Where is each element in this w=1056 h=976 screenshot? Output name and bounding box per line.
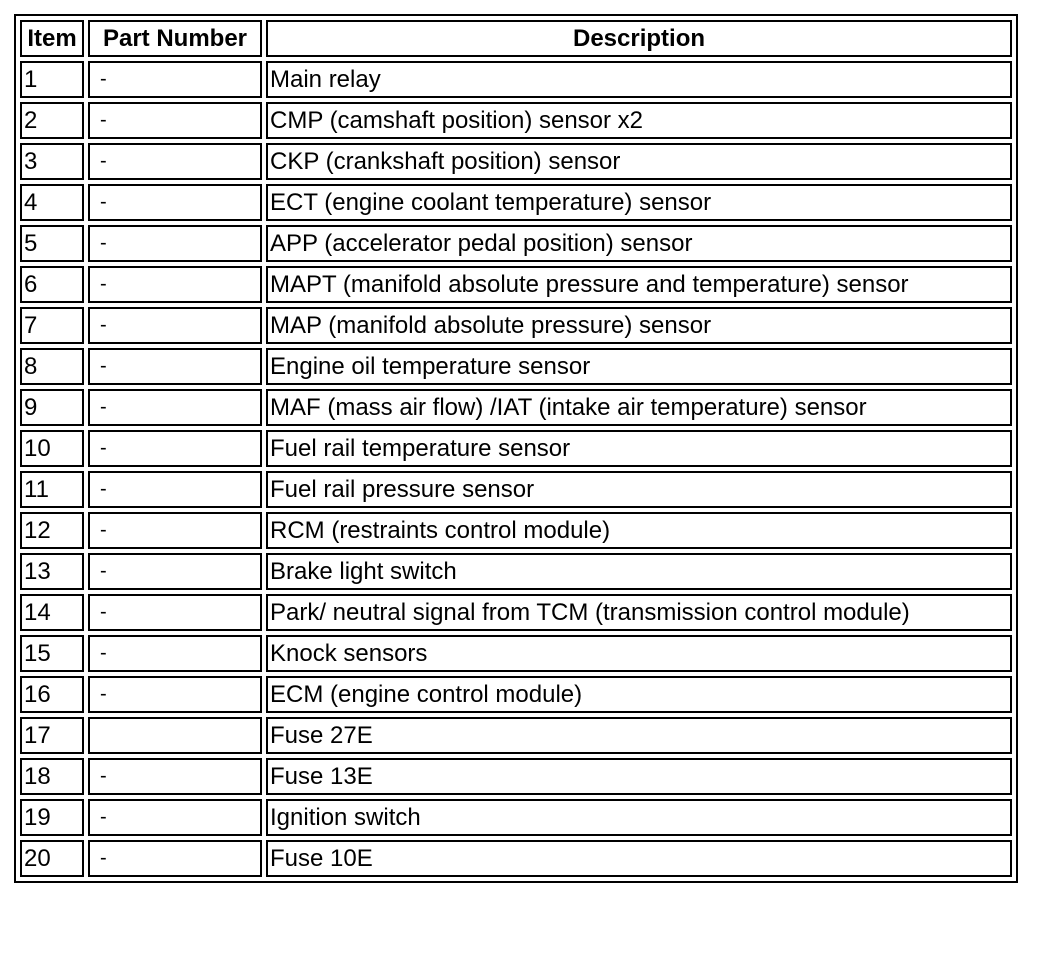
description-cell: Fuel rail pressure sensor xyxy=(266,471,1012,508)
item-cell: 1 xyxy=(20,61,84,98)
table-row xyxy=(20,635,1012,672)
description-cell: ECM (engine control module) xyxy=(266,676,1012,713)
part-number-cell: - xyxy=(88,61,262,98)
part-number-cell: - xyxy=(88,266,262,303)
item-cell: 3 xyxy=(20,143,84,180)
description-cell: Fuse 10E xyxy=(266,840,1012,877)
table-row xyxy=(20,102,1012,139)
description-cell: Ignition switch xyxy=(266,799,1012,836)
description-cell: Fuse 13E xyxy=(266,758,1012,795)
table-row xyxy=(20,512,1012,549)
part-number-cell: - xyxy=(88,635,262,672)
header-description: Description xyxy=(266,20,1012,57)
part-number-cell: - xyxy=(88,594,262,631)
description-cell: MAF (mass air flow) /IAT (intake air temperature) sensor xyxy=(266,389,1012,426)
item-cell: 15 xyxy=(20,635,84,672)
item-cell: 7 xyxy=(20,307,84,344)
description-cell: MAP (manifold absolute pressure) sensor xyxy=(266,307,1012,344)
part-number-cell xyxy=(88,717,262,754)
item-cell: 20 xyxy=(20,840,84,877)
description-cell: RCM (restraints control module) xyxy=(266,512,1012,549)
item-cell: 16 xyxy=(20,676,84,713)
table-row xyxy=(20,676,1012,713)
part-number-cell: - xyxy=(88,430,262,467)
table-row xyxy=(20,717,1012,754)
description-cell: ECT (engine coolant temperature) sensor xyxy=(266,184,1012,221)
header-part-number: Part Number xyxy=(88,20,262,57)
item-cell: 10 xyxy=(20,430,84,467)
table-row xyxy=(20,143,1012,180)
part-number-cell: - xyxy=(88,471,262,508)
item-cell: 13 xyxy=(20,553,84,590)
parts-table xyxy=(16,16,1016,881)
description-cell: CKP (crankshaft position) sensor xyxy=(266,143,1012,180)
item-cell: 18 xyxy=(20,758,84,795)
part-number-cell: - xyxy=(88,348,262,385)
item-cell: 6 xyxy=(20,266,84,303)
description-cell: Knock sensors xyxy=(266,635,1012,672)
description-cell: Engine oil temperature sensor xyxy=(266,348,1012,385)
table-row xyxy=(20,430,1012,467)
item-cell: 8 xyxy=(20,348,84,385)
part-number-cell: - xyxy=(88,307,262,344)
parts-table-frame xyxy=(14,14,1018,883)
item-cell: 12 xyxy=(20,512,84,549)
description-cell: MAPT (manifold absolute pressure and temperature) sensor xyxy=(266,266,1012,303)
description-cell: Fuel rail temperature sensor xyxy=(266,430,1012,467)
table-row xyxy=(20,594,1012,631)
item-cell: 5 xyxy=(20,225,84,262)
part-number-cell: - xyxy=(88,553,262,590)
item-cell: 9 xyxy=(20,389,84,426)
table-row xyxy=(20,799,1012,836)
item-cell: 14 xyxy=(20,594,84,631)
part-number-cell: - xyxy=(88,225,262,262)
table-row xyxy=(20,389,1012,426)
table-row xyxy=(20,840,1012,877)
part-number-cell: - xyxy=(88,143,262,180)
part-number-cell: - xyxy=(88,758,262,795)
table-row xyxy=(20,758,1012,795)
table-row xyxy=(20,184,1012,221)
part-number-cell: - xyxy=(88,184,262,221)
description-cell: Park/ neutral signal from TCM (transmission control module) xyxy=(266,594,1012,631)
table-row xyxy=(20,61,1012,98)
table-row xyxy=(20,553,1012,590)
description-cell: CMP (camshaft position) sensor x2 xyxy=(266,102,1012,139)
description-cell: Main relay xyxy=(266,61,1012,98)
table-row xyxy=(20,225,1012,262)
description-cell: APP (accelerator pedal position) sensor xyxy=(266,225,1012,262)
item-cell: 19 xyxy=(20,799,84,836)
part-number-cell: - xyxy=(88,102,262,139)
part-number-cell: - xyxy=(88,676,262,713)
part-number-cell: - xyxy=(88,512,262,549)
header-item: Item xyxy=(20,20,84,57)
item-cell: 11 xyxy=(20,471,84,508)
item-cell: 17 xyxy=(20,717,84,754)
table-row xyxy=(20,266,1012,303)
part-number-cell: - xyxy=(88,799,262,836)
table-row xyxy=(20,348,1012,385)
table-row xyxy=(20,471,1012,508)
item-cell: 4 xyxy=(20,184,84,221)
table-header-row xyxy=(20,20,1012,57)
description-cell: Fuse 27E xyxy=(266,717,1012,754)
item-cell: 2 xyxy=(20,102,84,139)
part-number-cell: - xyxy=(88,840,262,877)
description-cell: Brake light switch xyxy=(266,553,1012,590)
part-number-cell: - xyxy=(88,389,262,426)
table-row xyxy=(20,307,1012,344)
